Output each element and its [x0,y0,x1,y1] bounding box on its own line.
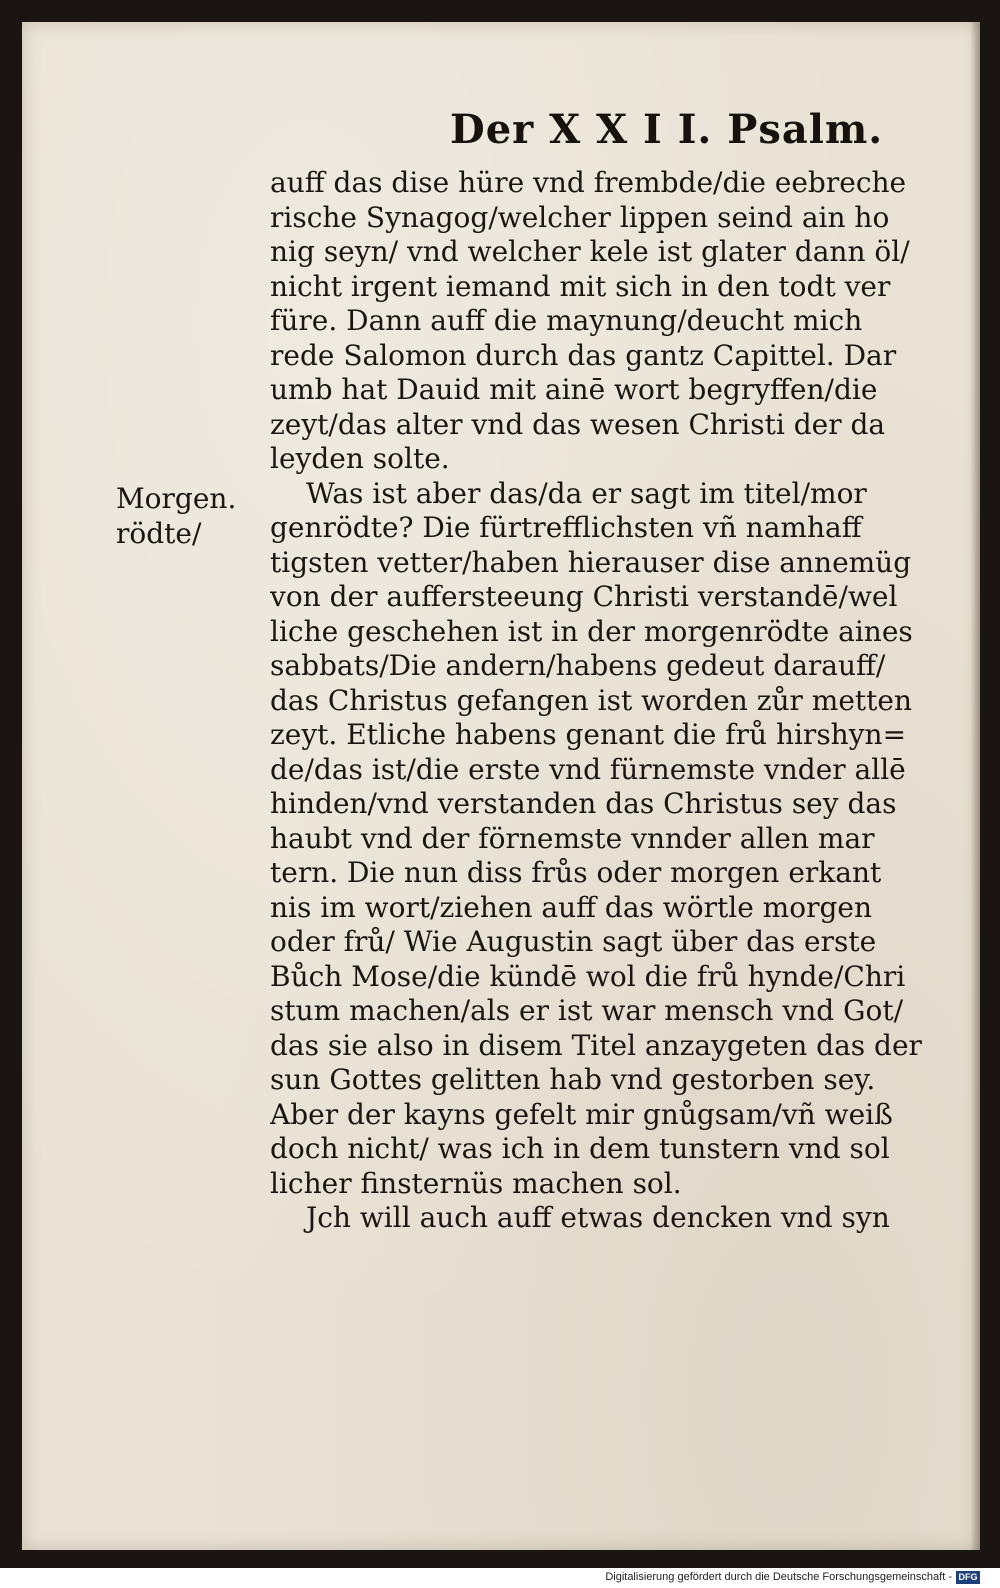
text-line: nig seyn/ vnd welcher kele ist glater dann öl/ [270,235,910,268]
text-line: zeyt. Etliche habens genant die frů hirshyn= [270,718,907,751]
marginal-note [116,482,236,551]
page-edge [970,22,980,1550]
text-line: tigsten vetter/haben hierauser dise annemüg [270,545,912,579]
dfg-logo-icon: DFG [956,1571,980,1584]
text-line: das sie also in disem Titel anzaygeten das der [270,1028,922,1062]
text-line: stum machen/als er ist war mensch vnd Got/ [270,994,904,1027]
text-line: licher finsternüs machen sol. [270,1166,682,1200]
text-line: rische Synagog/welcher lippen seind ain ho [270,200,890,234]
text-line: von der auffersteeung Christi verstandē/wel [270,580,898,613]
body-text [270,166,930,1236]
text-line: umb hat Dauid mit ainē wort begryffen/die [270,373,878,406]
text-line: tern. Die nun diss frůs oder morgen erkant [270,856,882,889]
text-line: leyden solte. [270,442,450,475]
text-line: sabbats/Die andern/habens gedeut darauff/ [270,649,886,682]
text-line: haubt vnd der förnemste vnnder allen mar [270,821,875,855]
text-line: doch nicht/ was ich in dem tunstern vnd sol [270,1132,890,1165]
running-head: Der X X I I. Psalm. [450,106,884,153]
text-line: oder frů/ Wie Augustin sagt über das erste [270,925,877,958]
text-line: füre. Dann auff die maynung/deucht mich [270,304,863,337]
text-line: Bůch Mose/die kündē wol die frů hynde/Chri [270,959,906,993]
text-line: Jch will auch auff etwas dencken vnd syn [306,1201,890,1234]
marginal-note-line: rödte/ [116,516,202,550]
text-line: das Christus gefangen ist worden zůr metten [270,683,913,717]
text-line: hinden/vnd verstanden das Christus sey das [270,787,897,820]
text-line: liche geschehen ist in der morgenrödte aines [270,614,913,648]
text-line: Was ist aber das/da er sagt im titel/mor [306,476,867,510]
text-line: sun Gottes gelitten hab vnd gestorben sey. [270,1063,876,1096]
footer [0,1568,1000,1588]
text-line: Aber der kayns gefelt mir gnůgsam/vñ weiß [270,1097,893,1131]
text-line: nis im wort/ziehen auff das wörtle morgen [270,890,872,924]
text-line: rede Salomon durch das gantz Capittel. Dar [270,338,897,372]
text-line: genrödte? Die fürtrefflichsten vñ namhaff [270,511,862,544]
text-line: zeyt/das alter vnd das wesen Christi der da [270,407,886,441]
text-line: nicht irgent iemand mit sich in den todt ver [270,269,891,303]
footer-credit: Digitalisierung gefördert durch die Deutsche Forschungsgemeinschaft - [605,1571,952,1583]
marginal-note-line: Morgen. [116,482,237,515]
text-line: auff das dise hüre vnd frembde/die eebreche [270,166,907,199]
text-line: de/das ist/die erste vnd fürnemste vnder allē [270,752,906,786]
